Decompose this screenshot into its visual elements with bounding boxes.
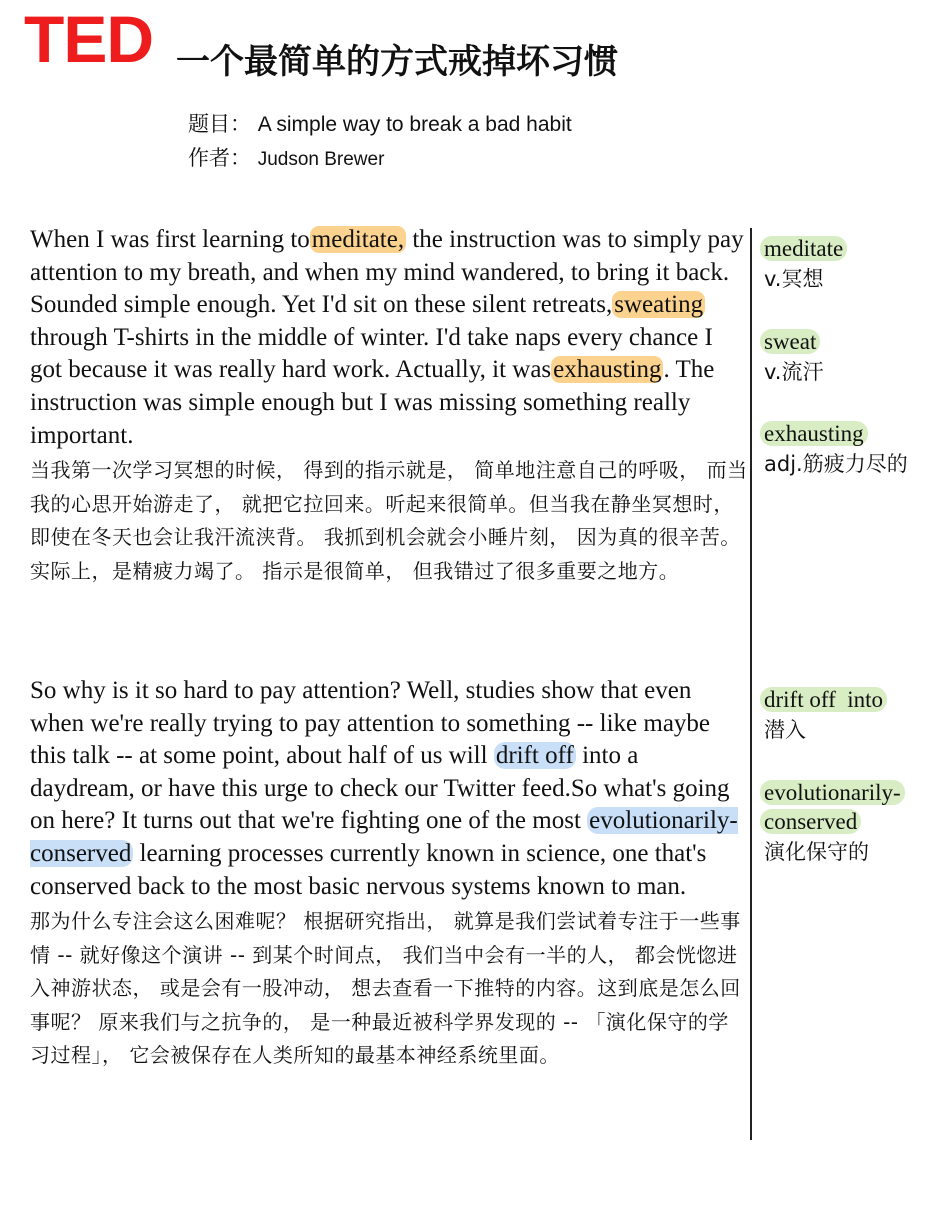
highlight-evolutionarily-conserved: evolutionarily-conserved (30, 807, 738, 867)
vocab-definition: 演化保守的 (764, 840, 869, 864)
vocab-definition: v.冥想 (764, 267, 824, 291)
text-run: into a daydream, or have this urge to check our Twitter feed.So what's going on here? It turns out that we're fighting one of the most (30, 742, 730, 835)
text-run: through T-shirts in the middle of winter. I'd take naps every chance I got because it was really hard work. Actually, it was (30, 323, 713, 384)
vocab-entry-evolutionarily-conserved (764, 778, 944, 867)
vocab-entry-meditate (764, 234, 944, 294)
page-title: 一个最简单的方式戒掉坏习惯 (176, 42, 618, 82)
paragraph-2 (30, 675, 748, 1073)
vocab-term: drift off into (760, 687, 887, 712)
author-line (188, 142, 384, 172)
highlight-sweating: sweating (614, 291, 704, 319)
highlight-meditate: meditate, (311, 226, 405, 253)
text-run: the instruction was to simply pay attention to my breath, and when my mind wandered, to bring it back. Sounded simple enough. Yet I'd sit on these silent retreats, (30, 226, 744, 319)
topic-label: 题目： (188, 112, 251, 136)
vocab-entry-exhausting (764, 419, 944, 479)
vocab-term: sweat (760, 329, 820, 354)
vocab-term: meditate (760, 236, 847, 261)
text-run: learning processes currently known in science, one that's conserved back to the most basic nervous systems known to man. (30, 839, 707, 900)
vocab-term: evolutionarily-conserved (760, 780, 905, 834)
paragraph-1 (30, 224, 748, 588)
chinese-translation: 那为什么专注会这么困难呢？ 根据研究指出， 就算是我们尝试着专注于一些事情 -- 就好像这个演讲 -- 到某个时间点， 我们当中会有一半的人， 都会恍惚进入神游状态， 或是会有一股冲动， 想去查看一下推特的内容。这到底是怎么回事呢？ 原来我们与之抗争的， 是一种最近被科学界发现的 -- 「演化保守的学习过程」， 它会被保存在人类所知的最基本神经系统里面。 (30, 909, 741, 1068)
text-run: So why is it so hard to pay attention? Well, studies show that even when we're really trying to pay attention to something -- like maybe this talk -- at some point, about half of us will (30, 677, 711, 770)
highlight-exhausting: exhausting (553, 356, 662, 384)
author-label: 作者： (188, 146, 251, 170)
author-value: Judson Brewer (257, 149, 385, 170)
topic-line (188, 108, 572, 138)
text-run: When I was first learning to (30, 226, 310, 253)
chinese-translation: 当我第一次学习冥想的时候， 得到的指示就是， 简单地注意自己的呼吸， 而当我的心思开始游走了， 就把它拉回来。听起来很简单。但当我在静坐冥想时， 即使在冬天也会让我汗流浃背。 我抓到机会就会小睡片刻， 因为真的很辛苦。 实际上，是精疲力竭了。 指示是很简单， 但我错过了很多重要之地方。 (30, 458, 748, 583)
text-run: . The instruction was simple enough but I was missing something really important. (30, 356, 715, 449)
ted-logo: TED (24, 2, 153, 76)
highlight-drift-off: drift off (495, 742, 574, 770)
column-divider (750, 228, 752, 1140)
vocab-definition: adj.筋疲力尽的 (764, 452, 908, 476)
vocab-entry-sweat (764, 327, 944, 387)
vocab-entry-drift-off (764, 685, 944, 745)
vocab-definition: v.流汗 (764, 360, 824, 384)
vocab-term: exhausting (760, 421, 868, 446)
topic-value: A simple way to break a bad habit (257, 113, 572, 136)
vocab-definition: 潜入 (764, 718, 806, 742)
english-text (30, 224, 748, 452)
english-text (30, 675, 748, 903)
